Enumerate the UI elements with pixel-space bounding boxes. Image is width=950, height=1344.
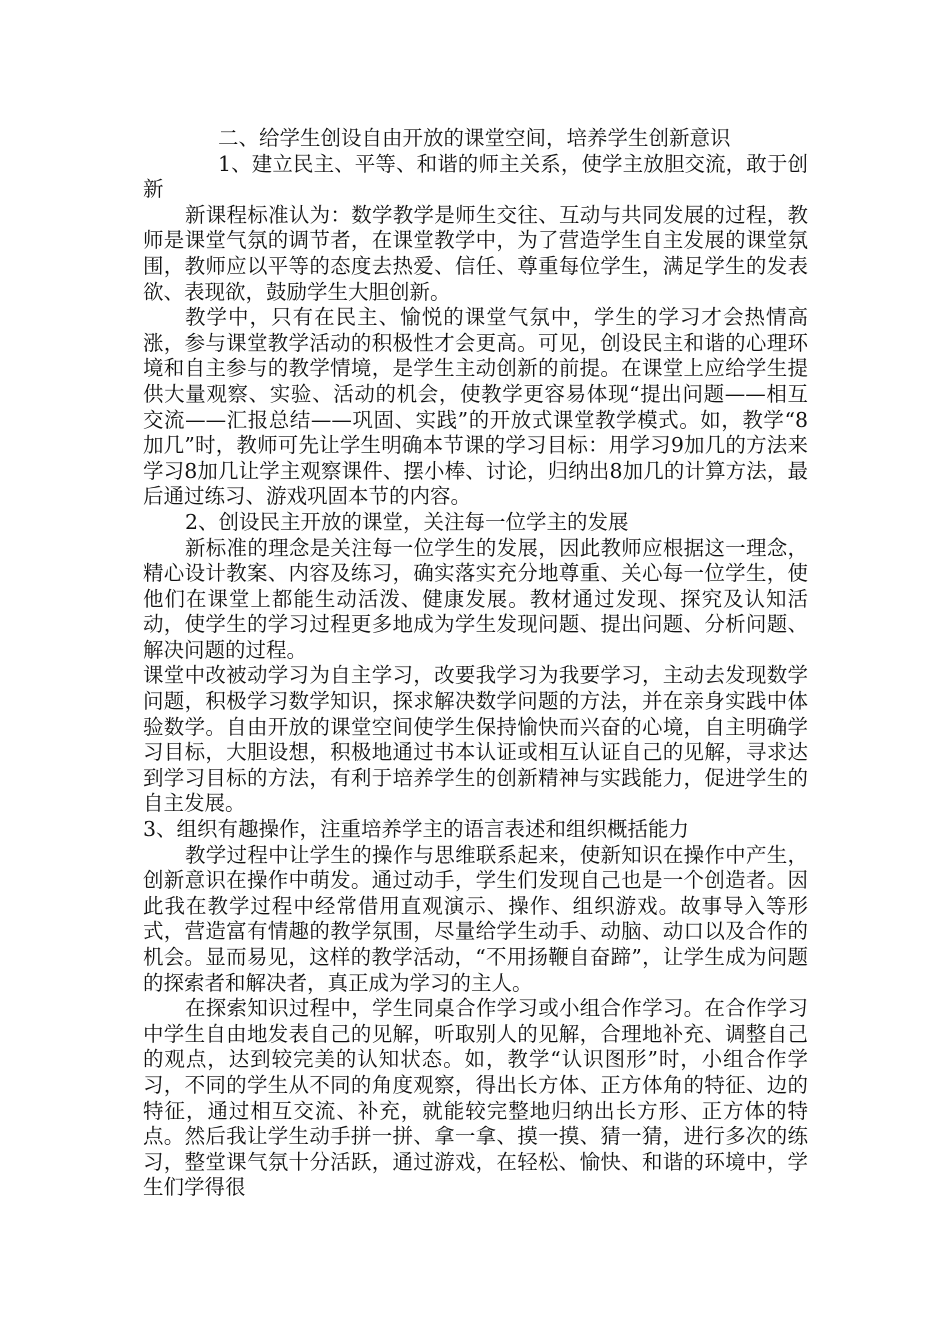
paragraph: 课堂中改被动学习为自主学习，改要我学习为我要学习，主动去发现数学问题，积极学习数学知识，探求解决数学问题的方法，并在亲身实践中体验数学。自由开放的课堂空间使学生保持愉快而兴奋的心境，自主明确学习目标，大胆设想，积极地通过书本认证或相互认证自己的见解，寻求达到学习目标的方法，有利于培养学生的创新精神与实践能力，促进学生的自主发展。 bbox=[143, 663, 808, 816]
paragraph: 教学过程中让学生的操作与思维联系起来，使新知识在操作中产生，创新意识在操作中萌发。通过动手，学生们发现自己也是一个创造者。因此我在教学过程中经常借用直观演示、操作、组织游戏。故事导入等形式，营造富有情趣的教学氛围，尽量给学生动手、动脑、动口以及合作的机会。显而易见，这样的教学活动，“不用扬鞭自奋蹄”，让学生成为问题的探索者和解决者，真正成为学习的主人。 bbox=[143, 842, 808, 995]
subsection-heading-1: 1、建立民主、平等、和谐的师主关系，使学主放胆交流，敢于创新 bbox=[143, 151, 808, 202]
document-body bbox=[143, 126, 808, 1201]
paragraph: 新课程标准认为：数学教学是师生交往、互动与共同发展的过程，教师是课堂气氛的调节者，在课堂教学中，为了营造学生自主发展的课堂氛围，教师应以平等的态度去热爱、信任、尊重每位学生，满足学生的发表欲、表现欲，鼓励学生大胆创新。 bbox=[143, 202, 808, 304]
paragraph: 教学中，只有在民主、愉悦的课堂气氛中，学生的学习才会热情高涨，参与课堂教学活动的积极性才会更高。可见，创设民主和谐的心理环境和自主参与的教学情境，是学生主动创新的前提。在课堂上应给学生提供大量观察、实验、活动的机会，使教学更容易体现“提出问题——相互交流——汇报总结——巩固、实践”的开放式课堂教学模式。如，教学“8加几”时，教师可先让学生明确本节课的学习目标：用学习9加几的方法来学习8加几让学主观察课件、摆小棒、讨论，归纳出8加几的计算方法，最后通过练习、游戏巩固本节的内容。 bbox=[143, 305, 808, 509]
paragraph: 在探索知识过程中，学生同桌合作学习或小组合作学习。在合作学习中学生自由地发表自己的见解，听取别人的见解，合理地补充、调整自己的观点，达到较完美的认知状态。如，教学“认识图形”时，小组合作学习，不同的学生从不同的角度观察，得出长方体、正方体角的特征、边的特征，通过相互交流、补充，就能较完整地归纳出长方形、正方体的特点。然后我让学生动手拼一拼、拿一拿、摸一摸、猜一猜，进行多次的练习，整堂课气氛十分活跃，通过游戏，在轻松、愉快、和谐的环境中，学生们学得很 bbox=[143, 996, 808, 1200]
subsection-heading-3: 3、组织有趣操作，注重培养学主的语言表述和组织概括能力 bbox=[143, 817, 690, 842]
paragraph: 新标准的理念是关注每一位学生的发展，因此教师应根据这一理念，精心设计教案、内容及练习，确实落实充分地尊重、关心每一位学生，使他们在课堂上都能生动活泼、健康发展。教材通过发现、探究及认知活动，使学生的学习过程更多地成为学生发现问题、提出问题、分析问题、解决问题的过程。 bbox=[143, 535, 808, 662]
section-heading: 二、给学生创设自由开放的课堂空间，培养学生创新意识 bbox=[218, 126, 731, 150]
subsection-heading-2: 2、创设民主开放的课堂，关注每一位学主的发展 bbox=[185, 509, 629, 534]
